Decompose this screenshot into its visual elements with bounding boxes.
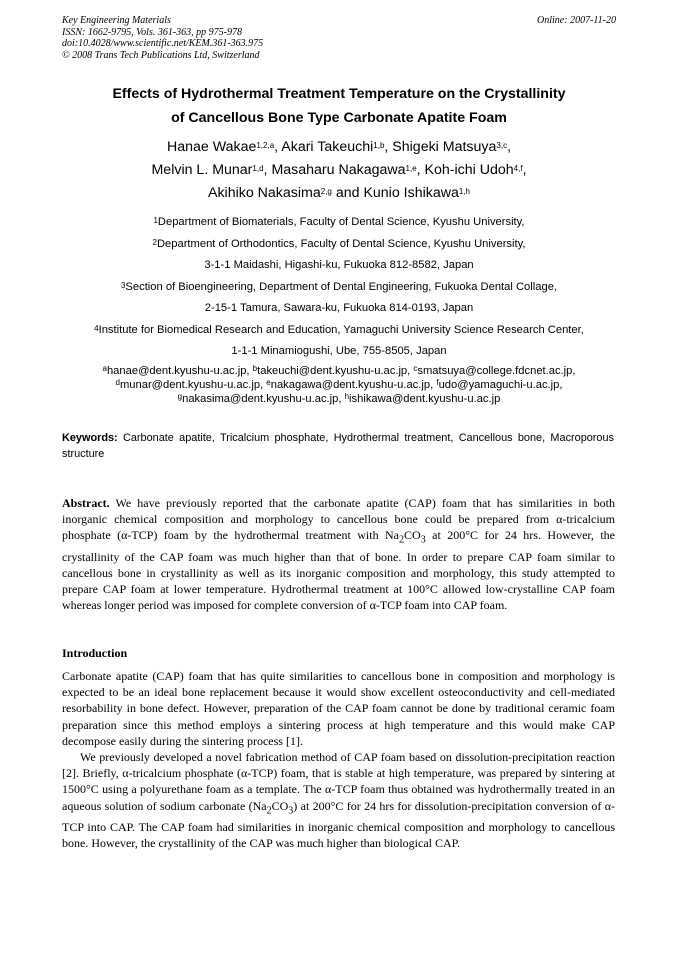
journal-header — [62, 15, 263, 61]
email-address[interactable]: udo@yamaguchi-u.ac.jp, — [438, 379, 563, 391]
affiliation-3 — [40, 277, 638, 299]
email-address[interactable]: nakasima@dent.kyushu-u.ac.jp, — [182, 393, 345, 405]
introduction-body — [62, 668, 615, 852]
author-sup: 1,d — [252, 164, 264, 173]
affiliation-sup: 2 — [152, 237, 157, 247]
subscript: 2 — [266, 805, 272, 817]
section-heading-introduction: Introduction — [62, 646, 128, 660]
author-line-2 — [40, 159, 638, 182]
author-sep: , — [507, 139, 512, 155]
intro-paragraph-1: Carbonate apatite (CAP) foam that has quite similarities to cancellous bone in composition and morphology is expected to be an ideal bone replacement because it would show excellent osteoconductivity and cell-mediated resorbability in bone defect. However, preparation of the CAP foam cannot be done by traditional ceramic foam preparation since this method employs a sintering process at high temperature and this would make CAP decompose easily during the sintering process [1]. — [62, 669, 615, 748]
author-name: Masaharu Nakagawa — [271, 162, 406, 178]
author-name: Melvin L. Munar — [151, 162, 253, 178]
title-line-2: of Cancellous Bone Type Carbonate Apatite Foam — [171, 110, 507, 126]
author-sep: , — [522, 162, 527, 178]
email-list — [40, 364, 638, 406]
email-sup: b — [252, 364, 258, 373]
author-sep: , — [263, 162, 272, 178]
affiliation-sup: 4 — [94, 323, 99, 333]
issn-line: ISSN: 1662-9795, Vols. 361-363, pp 975-978 — [62, 26, 242, 38]
email-address[interactable]: smatsuya@college.fdcnet.ac.jp, — [417, 365, 576, 377]
affiliation-text: Institute for Biomedical Research and Education, Yamaguchi University Science Research Center, — [98, 323, 584, 336]
abstract-block — [62, 495, 615, 613]
title-line-1: Effects of Hydrothermal Treatment Temperature on the Crystallinity — [112, 86, 566, 102]
email-sup: c — [413, 364, 418, 373]
author-sep: , — [416, 162, 425, 178]
affiliation-text: Department of Biomaterials, Faculty of Dental Science, Kyushu University, — [157, 216, 525, 228]
abstract-text: CO — [404, 528, 421, 543]
affiliation-text: Department of Orthodontics, Faculty of Dental Science, Kyushu University, — [156, 237, 526, 250]
email-sup: d — [115, 378, 120, 387]
email-sup: a — [102, 364, 107, 373]
author-sup: 1,e — [405, 164, 417, 173]
affiliations — [40, 212, 638, 363]
author-name: Shigeki Matsuya — [392, 139, 497, 155]
author-sep: and — [331, 185, 364, 201]
author-name: Akihiko Nakasima — [207, 185, 321, 201]
subscript: 2 — [399, 534, 405, 546]
affiliation-2-address: 3-1-1 Maidashi, Higashi-ku, Fukuoka 812-8582, Japan — [204, 259, 474, 271]
author-sup: 2,g — [320, 187, 332, 196]
intro-text: ) at 200°C for 24 hrs for dissolution-precipitation conversion of α-TCP into CAP. The CAP foam had similarities in inorganic chemical composition and morphology to cancellous bone. However, the crystallinity of the CAP was much higher than biological CAP. — [62, 798, 615, 851]
author-sup: 1,b — [373, 141, 385, 150]
subscript: 3 — [288, 805, 294, 817]
author-name: Hanae Wakae — [166, 139, 257, 155]
email-line-2 — [40, 378, 638, 392]
email-sup: h — [344, 392, 350, 401]
author-sup: 1,2,a — [256, 141, 275, 150]
email-sup: g — [177, 392, 183, 401]
affiliation-3-address: 2-15-1 Tamura, Sawara-ku, Fukuoka 814-0193, Japan — [204, 302, 474, 314]
affiliation-4-address: 1-1-1 Minamiogushi, Ube, 755-8505, Japan — [231, 345, 447, 357]
email-address[interactable]: hanae@dent.kyushu-u.ac.jp, — [106, 365, 253, 377]
email-line-1 — [40, 364, 638, 378]
email-address[interactable]: nakagawa@dent.kyushu-u.ac.jp, — [270, 379, 437, 391]
email-sup: f — [436, 378, 439, 387]
affiliation-4 — [40, 320, 638, 342]
doi-line: doi:10.4028/www.scientific.net/KEM.361-363.975 — [62, 38, 264, 49]
journal-name: Key Engineering Materials — [62, 15, 171, 26]
abstract-text: at 200°C for 24 hrs. However, the crystallinity of the CAP foam was much higher than that of bone. In order to prepare CAP foam similar to cancellous bone in crystallinity as well as its inorganic composition and morphology, this study attempted to prepare CAP foam at lower temperature. Hydrothermal treatment at 100°C allowed low-crystalline CAP foam whereas longer period was imposed for complete conversion of α-TCP foam into CAP foam. — [62, 528, 616, 612]
author-sep: , — [274, 139, 282, 155]
intro-text: We previously developed a novel fabrication method of CAP foam based on dissolution-precipitation reaction [2]. Briefly, α-tricalcium phosphate (α-TCP) foam, that is stable at high temperature, was prepared by sintering at 1500°C using a polyurethane foam as a template. The α-TCP foam thus obtained was hydrothermally treated in an aqueous solution of sodium carbonate (Na — [62, 750, 615, 813]
paper-title — [40, 82, 638, 130]
author-line-3 — [40, 182, 638, 205]
copyright-line: © 2008 Trans Tech Publications Ltd, Switzerland — [62, 49, 260, 61]
affiliation-sup: 1 — [153, 216, 158, 225]
affiliation-2 — [40, 234, 638, 256]
subscript: 3 — [420, 534, 426, 546]
author-name: Akari Takeuchi — [281, 139, 374, 155]
abstract-text: We have previously reported that the carbonate apatite (CAP) foam that has similarities in both inorganic chemical composition and morphology to cancellous bone could be prepared from α-tricalcium phosphate (α-TCP) foam by the hydrothermal treatment with Na — [62, 496, 615, 543]
author-line-1 — [40, 136, 638, 159]
affiliation-1 — [40, 212, 638, 234]
email-address[interactable]: munar@dent.kyushu-u.ac.jp, — [119, 379, 267, 391]
email-line-3 — [40, 392, 638, 406]
author-name: Kunio Ishikawa — [363, 185, 459, 201]
affiliation-sup: 3 — [120, 280, 126, 290]
author-sup: 4,f — [513, 164, 523, 173]
keywords-text: Carbonate apatite, Tricalcium phosphate, Hydrothermal treatment, Cancellous bone, Macroporous structure — [62, 432, 614, 460]
author-sep: , — [384, 139, 393, 155]
keywords-block — [62, 430, 614, 462]
intro-text: CO — [271, 798, 289, 813]
author-list — [40, 136, 638, 205]
abstract-label: Abstract. — [62, 496, 110, 510]
email-address[interactable]: ishikawa@dent.kyushu-u.ac.jp — [349, 393, 501, 405]
online-date: Online: 2007-11-20 — [537, 15, 616, 26]
author-sup: 3,c — [496, 141, 508, 150]
author-name: Koh-ichi Udoh — [424, 162, 514, 178]
email-address[interactable]: takeuchi@dent.kyushu-u.ac.jp, — [257, 365, 414, 377]
keywords-label: Keywords: — [62, 432, 118, 444]
affiliation-text: Section of Bioengineering, Department of Dental Engineering, Fukuoka Dental Collage, — [125, 280, 558, 293]
email-sup: e — [266, 378, 271, 387]
author-sup: 1,h — [458, 187, 470, 196]
intro-paragraph-2 — [62, 749, 615, 852]
